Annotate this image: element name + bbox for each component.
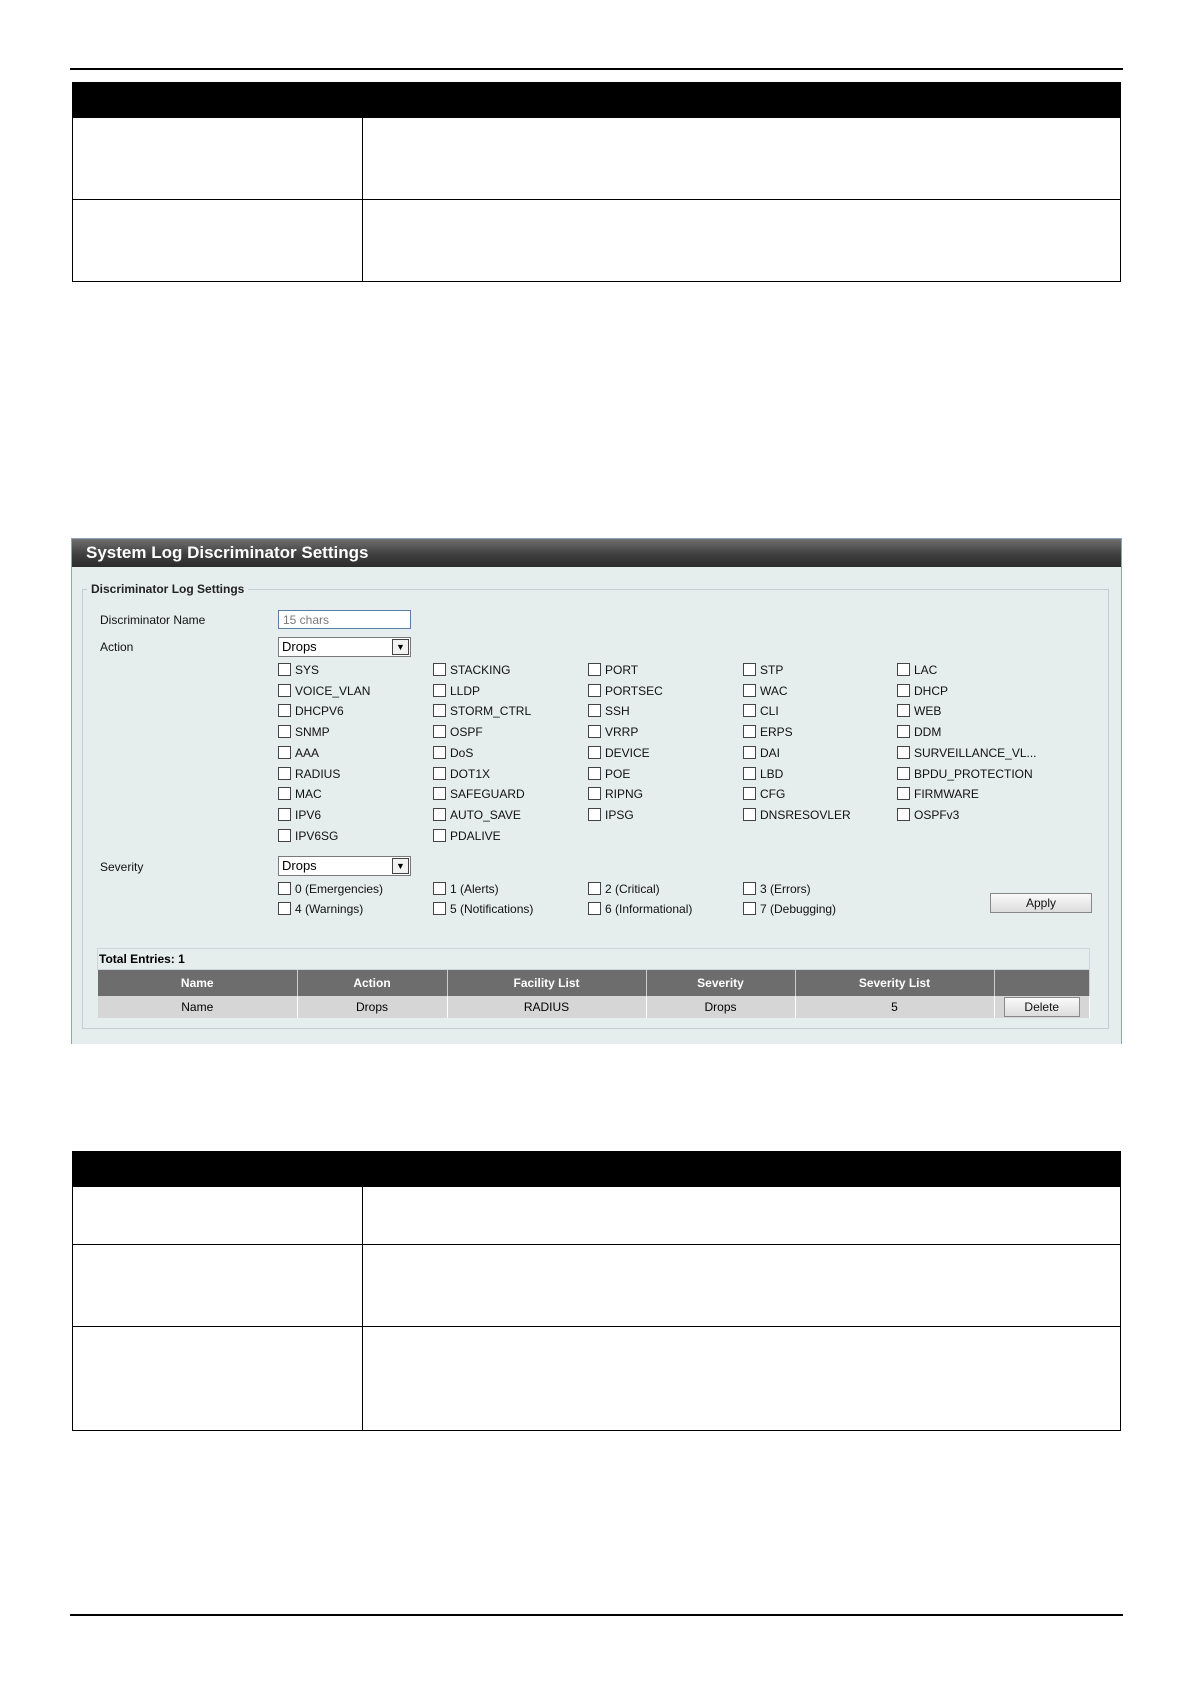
table-cell [73,1245,363,1327]
checkbox-box[interactable] [743,882,756,895]
facility-checkbox[interactable] [588,808,634,824]
severity-checkbox[interactable] [588,882,660,898]
checkbox-label: IPV6 [295,807,322,822]
apply-button[interactable]: Apply [990,893,1092,913]
facility-checkbox[interactable] [433,725,483,741]
checkbox-box[interactable] [588,704,601,717]
delete-button[interactable]: Delete [1004,997,1080,1017]
severity-select-value: Drops [282,858,317,873]
facility-checkbox[interactable] [278,746,319,762]
facility-checkbox[interactable] [433,746,473,762]
checkbox-box[interactable] [433,767,446,780]
severity-checkbox[interactable] [278,882,383,898]
checkbox-label: SNMP [295,725,330,740]
checkbox-label: LAC [914,663,938,677]
facility-checkbox[interactable] [588,746,650,762]
checkbox-label: SAFEGUARD [450,787,525,802]
discriminator-name-label: Discriminator Name [100,613,206,627]
checkbox-box[interactable] [278,787,291,800]
checkbox-box[interactable] [433,787,446,800]
checkbox-box[interactable] [897,684,910,697]
facility-checkbox[interactable] [278,787,322,803]
chevron-down-icon[interactable]: ▼ [392,858,409,874]
checkbox-label: PORTSEC [605,683,663,698]
facility-checkbox[interactable] [743,787,785,803]
table-cell [363,1245,1121,1327]
checkbox-box[interactable] [743,663,756,676]
checkbox-box[interactable] [588,808,601,821]
facility-checkbox[interactable] [278,663,319,679]
checkbox-box[interactable] [588,725,601,738]
checkbox-label: PDALIVE [450,828,501,843]
checkbox-label: WEB [914,704,942,719]
cell-name: Name [98,996,297,1018]
checkbox-box[interactable] [433,902,446,915]
column-header: Name [98,970,297,996]
action-label: Action [100,640,134,654]
facility-checkbox[interactable] [278,684,370,700]
severity-checkbox[interactable] [278,902,363,918]
column-header: Severity [646,970,795,996]
checkbox-label: VOICE_VLAN [295,683,371,698]
checkbox-label: 4 (Warnings) [295,902,364,916]
checkbox-label: DNSRESOVLER [760,807,851,822]
facility-checkbox[interactable] [433,684,480,700]
checkbox-label: AAA [295,745,320,760]
checkbox-box[interactable] [278,808,291,821]
checkbox-label: 7 (Debugging) [760,902,837,916]
checkbox-label: SYS [295,663,320,677]
checkbox-box[interactable] [588,767,601,780]
cell-severity: Drops [646,996,795,1018]
checkbox-label: DDM [914,725,942,740]
checkbox-label: IPSG [605,807,634,822]
facility-checkbox[interactable] [743,746,780,762]
table-header-cell [73,83,363,118]
checkbox-box[interactable] [743,767,756,780]
table-cell [363,1187,1121,1245]
facility-checkbox[interactable] [897,746,1037,762]
facility-checkbox[interactable] [433,829,501,845]
checkbox-box[interactable] [897,808,910,821]
column-header [994,970,1090,996]
checkbox-label: 3 (Errors) [760,882,811,896]
checkbox-label: 6 (Informational) [605,902,693,916]
table-header-cell [73,1152,363,1187]
checkbox-box[interactable] [897,767,910,780]
parameter-table-top [72,82,1121,282]
panel-title: System Log Discriminator Settings [72,539,1121,567]
facility-checkbox[interactable] [588,725,638,741]
checkbox-label: LLDP [450,683,481,698]
checkbox-box[interactable] [433,882,446,895]
checkbox-label: FIRMWARE [914,787,979,802]
checkbox-box[interactable] [278,684,291,697]
facility-checkbox[interactable] [897,663,937,679]
cell-facility-list: RADIUS [447,996,646,1018]
facility-checkbox[interactable] [278,808,321,824]
checkbox-box[interactable] [278,746,291,759]
total-entries: Total Entries: 1 [97,948,1090,970]
checkbox-box[interactable] [743,808,756,821]
facility-checkbox[interactable] [897,767,1033,783]
checkbox-box[interactable] [743,725,756,738]
table-header-row [98,970,1090,996]
checkbox-label: WAC [760,683,788,698]
page-top-rule [70,68,1123,70]
checkbox-box[interactable] [588,746,601,759]
checkbox-label: LBD [760,766,784,781]
facility-checkbox[interactable] [278,829,338,845]
checkbox-box[interactable] [588,902,601,915]
parameter-table-bottom [72,1151,1121,1431]
checkbox-box[interactable] [433,704,446,717]
checkbox-box[interactable] [278,882,291,895]
facility-checkbox[interactable] [433,704,531,720]
facility-checkbox[interactable] [278,767,340,783]
checkbox-label: ERPS [760,725,793,740]
cell-actions [994,996,1090,1018]
facility-checkbox[interactable] [743,767,783,783]
checkbox-box[interactable] [588,882,601,895]
table-row [98,996,1090,1018]
group-legend: Discriminator Log Settings [91,582,245,596]
checkbox-box[interactable] [433,829,446,842]
facility-checkbox[interactable] [588,787,643,803]
checkbox-box[interactable] [743,746,756,759]
checkbox-label: CLI [760,704,779,719]
checkbox-label: DHCPV6 [295,704,344,719]
checkbox-label: VRRP [605,725,639,740]
table-cell [73,118,363,200]
checkbox-box[interactable] [897,746,910,759]
facility-checkbox[interactable] [588,684,663,700]
facility-checkbox[interactable] [743,663,783,679]
checkbox-box[interactable] [433,663,446,676]
facility-checkbox[interactable] [588,767,630,783]
facility-checkbox[interactable] [433,767,490,783]
facility-checkbox[interactable] [588,704,630,720]
checkbox-box[interactable] [278,663,291,676]
facility-checkbox[interactable] [743,684,788,700]
checkbox-label: DAI [760,745,781,760]
checkbox-box[interactable] [278,829,291,842]
severity-checkbox[interactable] [743,902,836,918]
table-header-cell [363,83,1121,118]
checkbox-box[interactable] [433,725,446,738]
checkbox-label: STORM_CTRL [450,704,532,719]
column-header: Facility List [447,970,646,996]
facility-checkbox[interactable] [897,725,941,741]
checkbox-box[interactable] [897,787,910,800]
checkbox-label: PORT [605,663,639,677]
checkbox-label: STP [760,663,784,677]
checkbox-box[interactable] [743,787,756,800]
checkbox-label: 5 (Notifications) [450,902,534,916]
facility-checkbox[interactable] [897,684,948,700]
checkbox-box[interactable] [433,746,446,759]
checkbox-label: 0 (Emergencies) [295,882,384,896]
discriminator-name-input[interactable] [278,610,411,629]
table-cell [363,1327,1121,1431]
checkbox-label: DoS [450,745,474,760]
severity-checkbox[interactable] [433,882,499,898]
checkbox-label: SSH [605,704,630,719]
checkbox-box[interactable] [588,684,601,697]
checkbox-label: DHCP [914,683,949,698]
checkbox-box[interactable] [588,663,601,676]
severity-label: Severity [100,860,144,874]
column-header: Action [297,970,447,996]
facility-checkbox[interactable] [897,787,979,803]
table-cell [363,118,1121,200]
checkbox-label: POE [605,766,631,781]
checkbox-label: AUTO_SAVE [450,807,521,822]
checkbox-box[interactable] [897,663,910,676]
checkbox-label: MAC [295,787,322,802]
facility-checkbox[interactable] [278,725,330,741]
chevron-down-icon[interactable]: ▼ [392,639,409,655]
severity-checkbox[interactable] [743,882,811,898]
cell-action: Drops [297,996,447,1018]
severity-select[interactable] [278,856,411,876]
severity-checkbox[interactable] [433,902,533,918]
action-select[interactable] [278,637,411,657]
checkbox-label: BPDU_PROTECTION [914,766,1033,781]
checkbox-box[interactable] [743,704,756,717]
checkbox-label: DEVICE [605,745,650,760]
facility-checkbox[interactable] [743,704,779,720]
checkbox-label: CFG [760,787,786,802]
table-cell [73,1187,363,1245]
facility-checkbox[interactable] [278,704,344,720]
checkbox-label: DOT1X [450,766,491,781]
table-cell [363,200,1121,282]
checkbox-box[interactable] [433,808,446,821]
facility-checkbox[interactable] [588,663,638,679]
checkbox-label: STACKING [450,663,511,677]
page-bottom-rule [70,1614,1123,1616]
checkbox-box[interactable] [897,725,910,738]
column-header: Severity List [795,970,994,996]
checkbox-label: RIPNG [605,787,644,802]
checkbox-box[interactable] [897,704,910,717]
facility-checkbox[interactable] [897,808,959,824]
checkbox-box[interactable] [743,684,756,697]
table-cell [73,1327,363,1431]
checkbox-label: OSPFv3 [914,807,960,822]
checkbox-label: 1 (Alerts) [450,882,499,896]
action-select-value: Drops [282,639,317,654]
checkbox-label: IPV6SG [295,828,339,843]
cell-severity-list: 5 [795,996,994,1018]
checkbox-label: SURVEILLANCE_VL... [914,745,1037,760]
discriminator-list-table [98,970,1090,1018]
checkbox-label: OSPF [450,725,483,740]
facility-checkbox[interactable] [743,808,851,824]
facility-checkbox[interactable] [743,725,793,741]
facility-checkbox[interactable] [897,704,941,720]
checkbox-box[interactable] [433,684,446,697]
checkbox-box[interactable] [278,902,291,915]
checkbox-box[interactable] [278,704,291,717]
facility-checkbox[interactable] [433,808,521,824]
checkbox-label: RADIUS [295,766,341,781]
table-cell [73,200,363,282]
facility-checkbox[interactable] [433,663,510,679]
checkbox-box[interactable] [588,787,601,800]
severity-checkbox[interactable] [588,902,692,918]
checkbox-box[interactable] [278,767,291,780]
table-header-cell [363,1152,1121,1187]
facility-checkbox[interactable] [433,787,525,803]
checkbox-box[interactable] [278,725,291,738]
checkbox-box[interactable] [743,902,756,915]
checkbox-label: 2 (Critical) [605,882,660,896]
